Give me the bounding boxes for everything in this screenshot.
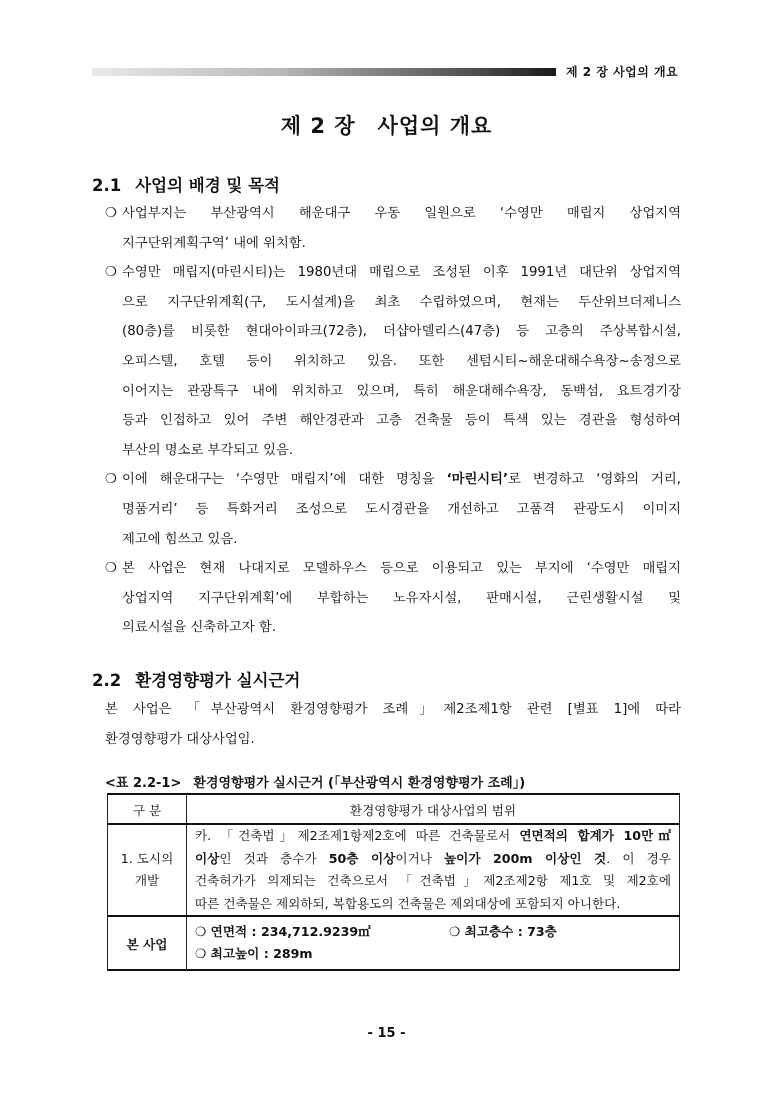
table-title: 환경영향평가 실시근거 (「부산광역시 환경영향평가 조례」) xyxy=(193,776,526,791)
table-header-cell: 구 분 xyxy=(108,794,187,824)
paragraph-line: 의료시설을 신축하고자 함. xyxy=(122,620,276,636)
spec-floor-area: ❍ 연면적 : 234,712.9239㎡ xyxy=(195,924,371,939)
section-number: 2.2 xyxy=(92,671,122,690)
section-title: 환경영향평가 실시근거 xyxy=(135,671,301,690)
paragraph-line: 지구단위계획구역’ 내에 위치함. xyxy=(122,235,306,251)
row-description xyxy=(187,824,680,916)
description-line: 카. 「건축법」제2조제1항제2호에 따른 건축물로서 연면적의 합계가 10만㎡ xyxy=(195,828,671,843)
paragraph-line: 본 사업은 「부산광역시 환경영향평가 조례」제2조제1항 관련 [별표 1]에 따라 xyxy=(105,702,681,717)
table-number: <표 2.2-1> xyxy=(105,776,182,791)
table-caption xyxy=(105,772,525,791)
spec-max-floors: ❍ 최고층수 : 73층 xyxy=(449,924,557,939)
paragraph-line: ❍ 본 사업은 현재 나대지로 모델하우스 등으로 이용되고 있는 부지에 ‘수영만 매립지 xyxy=(105,554,681,584)
row-label-this-project: 본 사업 xyxy=(108,916,187,970)
evaluation-basis-table xyxy=(107,793,680,971)
section-2-2-body xyxy=(105,695,681,754)
table-header-cell: 환경영향평가 대상사업의 범위 xyxy=(187,794,680,824)
paragraph-line: 등과 인접하고 있어 주변 해안경관과 고층 건축물 등이 특색 있는 경관을 형성하여 xyxy=(122,413,681,429)
paragraph-line: 오피스텔, 호텔 등이 위치하고 있음. 또한 센텀시티~해운대해수욕장~송정으로 xyxy=(122,353,681,369)
table-row xyxy=(108,824,680,916)
header-gradient-bar xyxy=(92,68,556,76)
paragraph-line: ❍ 수영만 매립지(마린시티)는 1980년대 매립으로 조성된 이후 1991년 대단위 상업지역 xyxy=(105,258,681,288)
paragraph-line: 이어지는 관광특구 내에 위치하고 있으며, 특히 해운대해수욕장, 동백섬, 요트경기장 xyxy=(122,383,681,399)
paragraph-line: 명품거리’ 등 특화거리 조성으로 도시경관을 개선하고 고품격 관광도시 이미지 xyxy=(122,501,681,517)
row-label-urban-development: 1. 도시의 개발 xyxy=(108,824,187,916)
table-header-row xyxy=(108,794,680,824)
paragraph-line: ❍ 이에 해운대구는 ‘수영만 매립지’에 대한 명칭을 ‘마린시티’로 변경하고 ‘영화의 거리, xyxy=(105,465,681,495)
paragraph-line: ❍ 사업부지는 부산광역시 해운대구 우동 일원으로 ‘수영만 매립지 상업지역 xyxy=(105,199,681,229)
paragraph-line: 상업지역 지구단위계획’에 부합하는 노유자시설, 판매시설, 근린생활시설 및 xyxy=(122,590,681,606)
section-number: 2.1 xyxy=(92,176,122,195)
paragraph-line: 제고에 힘쓰고 있음. xyxy=(122,531,238,547)
chapter-name: 사업의 개요 xyxy=(377,114,493,138)
section-title: 사업의 배경 및 목적 xyxy=(135,176,280,195)
running-header: 제 2 장 사업의 개요 xyxy=(566,65,679,79)
paragraph-line: (80층)를 비롯한 현대아이파크(72층), 더샵아델리스(47층) 등 고층의 주상복합시설, xyxy=(122,324,681,340)
paragraph-line: 부산의 명소로 부각되고 있음. xyxy=(122,442,294,458)
page-number: - 15 - xyxy=(367,1026,406,1041)
description-line: 이상인 것과 층수가 50층 이상이거나 높이가 200m 이상인 것. 이 경우 xyxy=(195,850,671,866)
emphasis-marine-city: ‘마린시티’ xyxy=(446,472,509,488)
section-heading-2-2 xyxy=(92,667,300,691)
project-specs xyxy=(187,916,680,970)
section-heading-2-1 xyxy=(92,172,280,196)
description-line: 따른 건축물은 제외하되, 복합용도의 건축물은 제외대상에 포함되지 아니한다. xyxy=(195,895,621,911)
paragraph-line: 으로 지구단위계획(구, 도시설계)을 최초 수립하였으며, 현재는 두산위브더제니스 xyxy=(122,294,681,310)
bullet-icon: ❍ xyxy=(105,561,117,577)
spec-max-height: ❍ 최고높이 : 289m xyxy=(195,946,313,961)
table-row xyxy=(108,916,680,970)
chapter-number: 제 2 장 xyxy=(280,114,356,138)
description-line: 건축허가가 의제되는 건축으로서 「건축법」제2조제2항 제1호 및 제2호에 xyxy=(195,873,671,888)
section-2-1-body xyxy=(105,199,681,643)
paragraph-line: 환경영향평가 대상사업임. xyxy=(105,731,255,747)
bullet-icon: ❍ xyxy=(105,265,117,281)
chapter-title xyxy=(0,110,773,140)
bullet-icon: ❍ xyxy=(105,206,117,221)
bullet-icon: ❍ xyxy=(105,472,117,488)
